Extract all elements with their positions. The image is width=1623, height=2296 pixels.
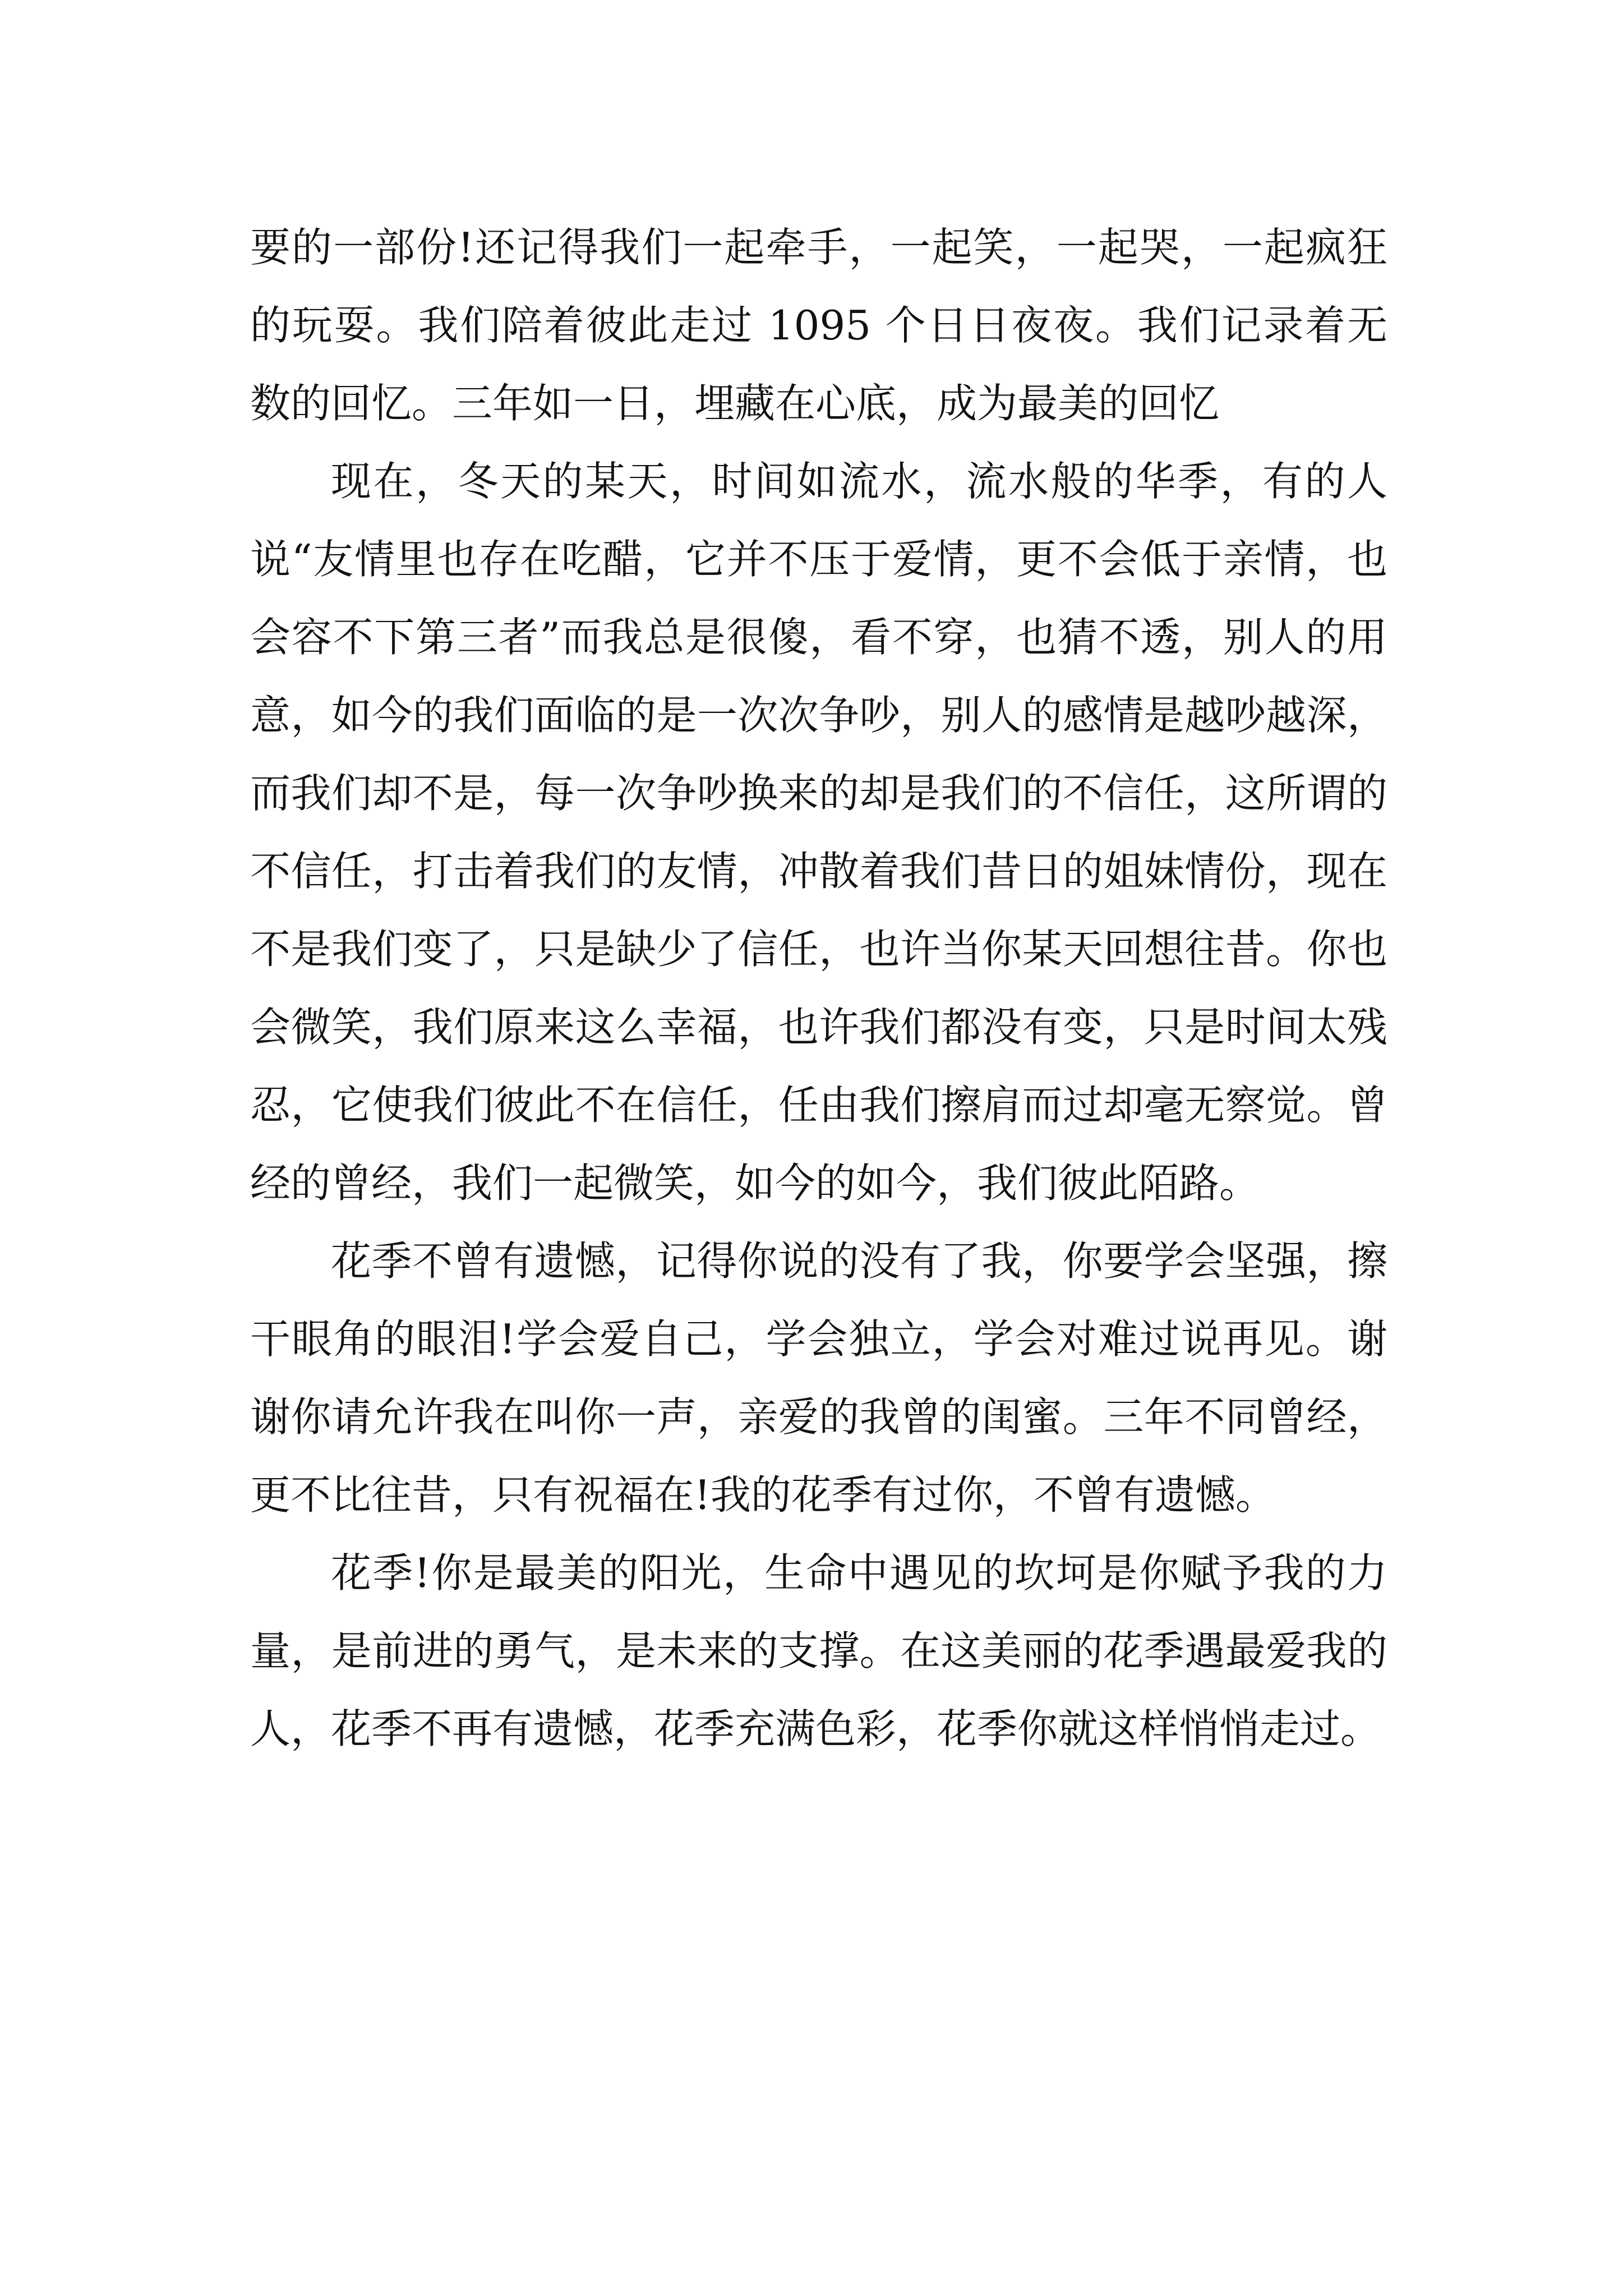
- paragraph-4: 花季!你是最美的阳光，生命中遇见的坎坷是你赋予我的力量，是前进的勇气，是未来的支撑。在这美丽的花季遇最爱我的人，花季不再有遗憾，花季充满色彩，花季你就这样悄悄走过。: [250, 1549, 1387, 1752]
- document-body: [250, 209, 1387, 1768]
- paragraph-3: 花季不曾有遗憾，记得你说的没有了我，你要学会坚强，擦干眼角的眼泪!学会爱自己，学会独立，学会对难过说再见。谢谢你请允许我在叫你一声，亲爱的我曾的闺蜜。三年不同曾经，更不比往昔，只有祝福在!我的花季有过你，不曾有遗憾。: [250, 1237, 1387, 1519]
- paragraph-1: 要的一部份!还记得我们一起牵手，一起笑，一起哭，一起疯狂的玩耍。我们陪着彼此走过 1095 个日日夜夜。我们记录着无数的回忆。三年如一日，埋藏在心底，成为最美的回忆: [250, 224, 1387, 427]
- paragraph-2: 现在，冬天的某天，时间如流水，流水般的华季，有的人说“友情里也存在吃醋，它并不压于爱情，更不会低于亲情，也会容不下第三者”而我总是很傻，看不穿，也猜不透，别人的用意，如今的我们面临的是一次次争吵，别人的感情是越吵越深，而我们却不是，每一次争吵换来的却是我们的不信任，这所谓的不信任，打击着我们的友情，冲散着我们昔日的姐妹情份，现在不是我们变了，只是缺少了信任，也许当你某天回想往昔。你也会微笑，我们原来这么幸福，也许我们都没有变，只是时间太残忍，它使我们彼此不在信任，任由我们擦肩而过却毫无察觉。曾经的曾经，我们一起微笑，如今的如今，我们彼此陌路。: [250, 458, 1387, 1207]
